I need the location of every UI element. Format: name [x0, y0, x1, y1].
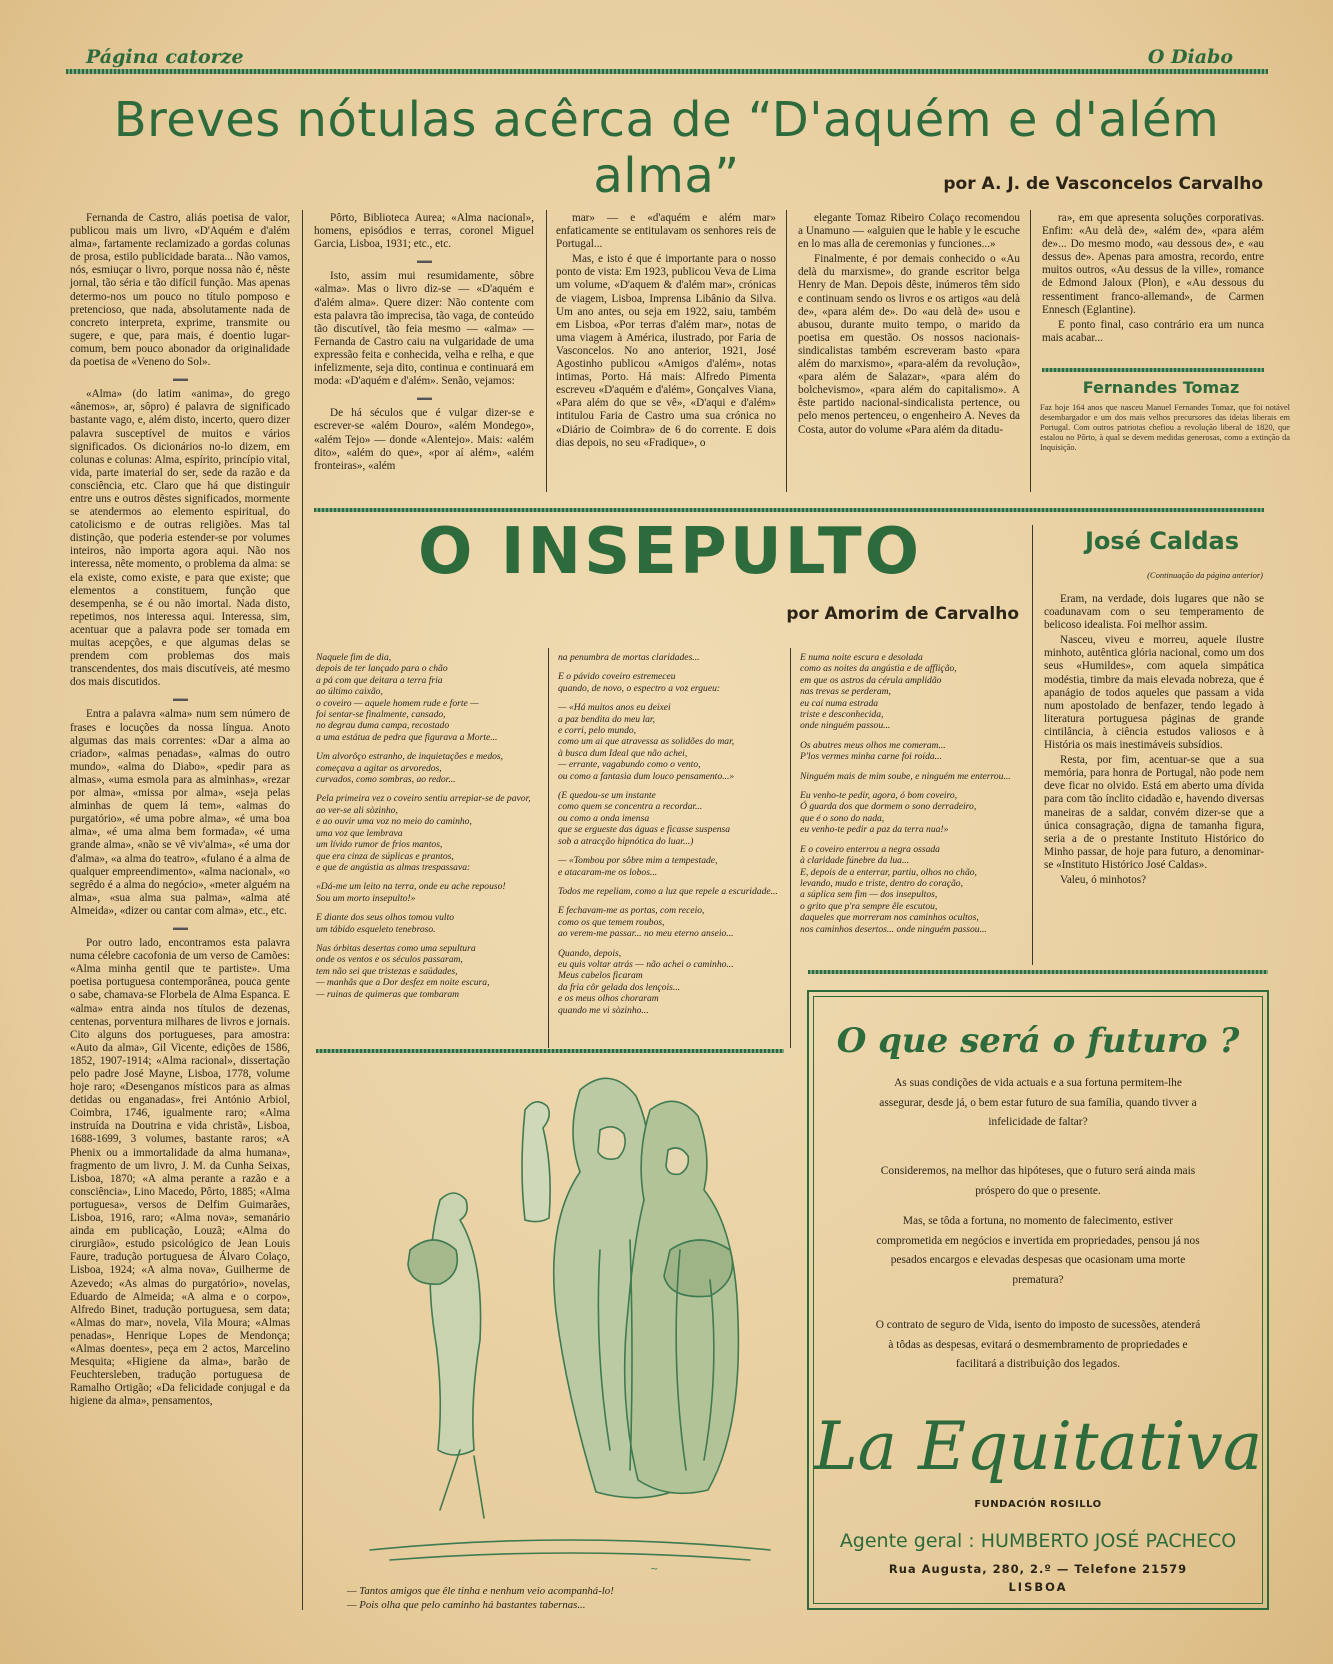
section-rule	[808, 970, 1268, 974]
paragraph: Nasceu, viveu e morreu, aquele ilustre minhoto, autêntica glória nacional, como um dos seus «Humildes», com aquela simpática modéstia, timbre da mais elevada nobreza, que é apanágio de todos aqueles que passam a vida num apostolado de benfazer, tendo legado à literatura portuguesa páginas de grande cintilância, à ciência estudos valiosos e à História os mais inestimáveis subsídios.	[1044, 634, 1264, 752]
stanza: E o coveiro enterrou a negra ossada à claridade fúnebre da lua... E, depois de a enterrar, partiu, olhos no chão, levando, mudo e triste, dentro do coração, a súplica sem fim — dos insepultos, o grito que p'ra sempre êle escutou, daqueles que morreram nos caminhos ocultos, nos caminhos desertos... onde ninguém passou...	[800, 843, 987, 935]
article-column-1	[70, 212, 290, 1410]
illustration-caption	[347, 1584, 614, 1612]
column-divider	[1030, 210, 1031, 492]
caldas-column	[1044, 593, 1264, 889]
stanza: Quando, depois, eu quis voltar atrás — não achei o caminho... Meus cabelos ficaram da fria côr gelada dos lençois... e os meus olhos choraram quando me vi sòzinho...	[558, 947, 734, 1016]
stanza: Eu venho-te pedir, agora, ó bom coveiro, Ó guarda dos que dormem o sono derradeiro, que é o sono do nada, eu venho-te pedir a paz da terra nua!»	[800, 790, 977, 836]
stanza: Um alvorôço estranho, de inquietações e medos, começava a agitar os arvoredos, curvados, como sombras, ao redor...	[316, 751, 504, 786]
column-divider	[302, 210, 303, 1610]
paragraph: Resta, por fim, acentuar-se que a sua memória, para honra de Portugal, não pode nem deve ficar no olvido. Está em aberto uma dívida para com tão ínclito cidadão e, havendo diversas maneiras de a saldar, convém dizer-se que a única consagração, digna de tamanha figura, seria a de o prestante Instituto Histórico do Minho passar, de hoje para futuro, a denominar-se «Instituto Histórico José Caldas».	[1044, 754, 1264, 871]
caption-line-2: — Pois olha que pelo caminho há bastantes tabernas...	[347, 1599, 586, 1611]
column-divider	[790, 648, 791, 1048]
stanza: E o pávido coveiro estremeceu quando, de novo, o espectro a voz ergueu:	[558, 671, 721, 694]
article-column-5	[1042, 212, 1264, 347]
ad-paragraph-2: Consideremos, na melhor das hipóteses, que o futuro será ainda mais próspero do que o presente.	[880, 1165, 1196, 1197]
ad-headline	[812, 1008, 1264, 1068]
stanza: — «Tombou por sôbre mim a tempestade, e atacaram-me os lobos...	[558, 855, 718, 878]
ad-city: LISBOA	[1008, 1580, 1068, 1594]
paragraph: Finalmente, é por demais conhecido o «Au delà du marxisme», do grande escritor belga Henry de Man. Depois dêste, inúmeros têm sido e continuam sendo os livros e os artigos «au delà de», «para além de». Do «au delà de» usou e abusou, durante muito tempo, o marido da poetisa em questão. Os nossos nacionais-sindicalistas também escreveram basto «para além do marxismo», «para-além da revolução», «para além de Salazar», «para além do bolchevismo», «para além do capitalismo». A êste partido nacional-sindicalista pertence, ou pelo menos pertenceu, o engenheiro A. Neves da Costa, autor do volume «Para além da ditadu-	[798, 253, 1020, 436]
svg-text:~: ~	[650, 1564, 659, 1575]
ad-agent-name: HUMBERTO JOSÉ PACHECO	[980, 1530, 1237, 1552]
ad-paragraph-3: Mas, se tôda a fortuna, no momento de falecimento, estiver comprometida em negócios e invertida em propriedades, pensou já nos pesados encargos e elevadas despesas que ocasionam uma morte prematura?	[876, 1215, 1200, 1286]
header-rule	[66, 69, 1268, 74]
stanza: E fechavam-me as portas, com receio, como os que temem roubos, ao verem-me passar... no meu eterno anseio...	[558, 905, 734, 940]
paragraph: E ponto final, caso contrário era um nunca mais acabar...	[1042, 318, 1264, 344]
illustration-mourners	[350, 1050, 780, 1580]
stanza: E numa noite escura e desolada como as noites da angústia e de afflição, em que os astros da cérula amplidão nas trevas se perderam, eu caí numa estrada triste e desconhecida, onde ninguém passou...	[800, 652, 957, 732]
ad-agent	[812, 1530, 1264, 1552]
paragraph: Pôrto, Biblioteca Aurea; «Alma nacional», homens, episódios e terras, coronel Miguel Garcia, Lisboa, 1931; etc., etc.	[314, 212, 534, 251]
article-column-4	[798, 212, 1020, 439]
caption-line-1: — Tantos amigos que êle tinha e nenhum veio acompanhá-lo!	[347, 1585, 614, 1597]
paragraph: elegante Tomaz Ribeiro Colaço recomendou a Unamuno — «alguien que le hable y le escuche en lo mas alla de ceremonias y funciones...»	[798, 212, 1020, 251]
poem-column-1	[316, 652, 546, 1008]
column-divider	[548, 648, 549, 1048]
paragraph-separator: ▬▬	[173, 922, 187, 932]
paragraph: Valeu, ó minhotos?	[1060, 873, 1147, 886]
stanza: Os abutres meus olhos me comeram... P'los vermes minha carne foi roída...	[800, 739, 946, 763]
ad-paragraph-4: O contrato de seguro de Vida, isento do imposto de sucessões, atenderá à tôdas as despesas, evitará o desmembramento de propriedades e facilitará a distribuição dos legados.	[875, 1319, 1201, 1370]
paragraph-separator: ▬▬	[417, 256, 431, 266]
paragraph: Entra a palavra «alma» num sem número de frases e locuções da nossa língua. Anoto algumas das mais correntes: «Dar a alma ao criador», «almas penadas», «almas do outro mundo», «alma do Diabo», «pedir para as almas», «uma esmola para as alminhas», «rezar por alma», «missa por alma», «seja pelas alminhas de quem lá tem», «almas do purgatório», «é uma pobre alma», «é uma boa alma», «é uma alma bem formada», «é uma grande alma», «não se vê viv'alma», «é uma dor d'alma», «a alma do teatro», «fulano é a alma de qualquer empreendimento», «alma nacional», «o segrêdo é a alma do negócio», «meter alguém na alma», «sua alma sua palma», «alma até Almeida», «dizer ou cantar com alma», etc., etc.	[70, 708, 290, 917]
article-title: Breves nótulas acêrca de “D'aquém e d'além alma”	[113, 92, 1220, 204]
stanza: Naquele fim de dia, depois de ter lançado para o chão a pá com que deitara a terra fria ao último caixão, o coveiro — aquele homem rude e forte — foi sentar-se finalmente, cansado, no degrau duma campa, recostado a uma estátua de pedra que figurava a Morte...	[316, 652, 498, 743]
ad-agent-label: Agente geral :	[839, 1530, 975, 1552]
paragraph-separator: ▬▬	[417, 393, 431, 403]
page-label: Página catorze	[86, 46, 244, 68]
stanza: Nas órbitas desertas como uma sepultura onde os ventos e os séculos passaram, tem não sei que tristezas e saüdades, — manhãs que a Dor desfez em noite escura, — ruinas de quimeras que tombaram	[316, 942, 490, 1000]
poem-byline: por Amorim de Carvalho	[786, 604, 1019, 624]
paragraph: Eram, na verdade, dois lugares que não se coadunavam com o seu temperamento de belicoso idealista. Foi melhor assim.	[1044, 593, 1264, 632]
paragraph: Isto, assim mui resumidamente, sôbre «alma». Mas o livro diz-se — «D'aquém e d'além alma». Quere dizer: Não contente com esta palavra tão imprecisa, tão vaga, de conteúdo tão discutível, tão feia mesmo — «alma» — Fernanda de Castro caiu na vulgaridade de uma expressão feita e conhecida, velha e relha, e que infelizmente, seja dito, continua e continuará em moda: «D'aquém e d'além». Senão, vejamos:	[314, 270, 534, 388]
fernandes-title: Fernandes Tomaz	[1082, 378, 1240, 397]
fernandes-note: Faz hoje 164 anos que nasceu Manuel Fernandes Tomaz, que foi notável desembargador e um dos mais velhos precursores das ideias liberais em Portugal. Com outros patriotas chefiou a revolução liberal de 1820, que estalou no Pôrto, à qual se devem medidas generosas, como a extinção da Inquisição.	[1040, 403, 1290, 452]
paragraph-separator: ▬▬	[173, 374, 187, 384]
paper-name: O Diabo	[1147, 46, 1233, 68]
ad-address: Rua Augusta, 280, 2.º — Telefone 21579	[888, 1562, 1188, 1576]
paragraph: De há séculos que é vulgar dizer-se e escrever-se «além Douro», «além Mondego», «além Tejo» — donde «Alentejo». Mais: «além dito», «além do que», «por aí além», «além fronteiras», «além	[314, 407, 534, 472]
stanza: E diante dos seus olhos tomou vulto um tábido esqueleto tenebroso.	[316, 912, 455, 935]
section-rule	[314, 508, 1264, 512]
section-rule	[1042, 368, 1264, 372]
poem-title: O INSEPULTO	[418, 515, 922, 589]
column-divider	[546, 210, 547, 492]
article-column-2	[314, 212, 534, 475]
poem-column-2	[558, 652, 788, 1024]
caldas-title: José Caldas	[1084, 527, 1240, 555]
ad-brand: La Equitativa	[813, 1408, 1263, 1485]
paragraph: Fernanda de Castro, aliás poetisa de valor, publicou mais um livro, «D'Aquém e d'além alma», fartamente reclamizado a gordas colunas de prosa, estilo publicidade barata... Não vamos, nós, esmiuçar o livro, porque nossa não é, nêste jornal, tão séria e tão difícil função. Mas apenas determo-nos um pouco no título pomposo e pretencioso, que nada, absolutamente nada de concreto interpreta, exprime, transmite ou sugere, e que, para mais, é doentio lugar-comum, bem pouco abonador da originalidade da poetisa de «Veneno do Sol».	[70, 212, 290, 369]
stanza: — «Há muitos anos eu deixei a paz bendita do meu lar, e corri, pelo mundo, como um ai que atravessa as solidões do mar, à busca dum Ideal que não achei, — errante, vagabundo como o vento, ou como a fantasia dum louco pensamento...»	[558, 702, 735, 782]
paragraph: «Alma» (do latim «anima», do grego «ânemos», ar, sôpro) é palavra de significado bastante vago, e, além disto, incerto, quero dizer palavra susceptível de muitos e vários significados. Os dicionários no-lo dizem, em colunas e colunas: Alma, espírito, princípio vital, vida, parte imaterial do ser, sede da razão e da consciência, etc. Claro que há que distinguir entre uns e outros dêstes significados, mormente se atendermos ao elemento espiritual, do catolicismo e de outras religiões. Mas tal distinção, que poderia estender-se por volumes inteiros, não importa agora aqui. Não nos interessa, nête momento, o problema da alma: se ela existe, como existe, e para que existe; que elementos a constituem, função que desempenha, se é ou não imortal. Nada disto, repetimos, nos interessa aqui. Interessa, sim, acentuar que a palavra pode ser tomada em muitas acepções, e que algumas delas se prendem com problemas dos mais transcendentes, dos mais discutíveis, até mesmo dos mais discutidos.	[70, 388, 290, 689]
column-divider	[786, 210, 787, 492]
stanza: «Dá-me um leito na terra, onde eu ache repouso! Sou um morto insepulto!»	[316, 881, 506, 904]
ad-paragraph-1: As suas condições de vida actuais e a sua fortuna permitem-lhe assegurar, desde já, o bem estar futuro de sua família, quando tivver a infelicidade de faltar?	[879, 1077, 1197, 1128]
stanza: na penumbra de mortas claridades...	[558, 652, 700, 663]
paragraph: ra», em que apresenta soluções corporativas. Enfim: «Au delà de», «além de», «para além de»... Do mesmo modo, «au dessous de», e «au dessus de». Apenas para amostra, recordo, entre muitos outros, «Au dessus de la ville», romance de Edmond Jaloux (Plon), e «Au dessous du ressentiment franco-allemand», de Carmen Ennesch (Eglantine).	[1042, 212, 1264, 316]
article-column-3	[556, 212, 776, 452]
poem-column-3	[800, 652, 1022, 943]
stanza: Todos me repeliam, como a luz que repele a escuridade...	[558, 885, 778, 897]
paragraph: mar» — e «d'aquém e além mar» enfaticamente se entitulavam os senhores reis de Portugal...	[556, 212, 776, 251]
column-divider	[1032, 525, 1033, 965]
stanza: Ninguém mais de mim soube, e ninguém me enterrou...	[800, 770, 1011, 782]
paragraph: Mas, e isto é que é importante para o nosso ponto de vista: Em 1923, publicou Veva de Lima um volume, «D'aquem & d'além mar», crónicas de viagem, Lisboa, Imprensa Libânio da Silva. Um ano antes, ou seja em 1922, saiu, também em Lisboa, «Por terras d'além mar», notas de uma viagem à América, ilustrado, por Faria de Vasconcelos. No ano anterior, 1921, José Agostinho publicou «Amigos d'além», notas intimas, Porto. Há mais: Alfredo Pimenta escreveu «D'aquém e d'além», Gonçalves Viana, «Para além do que se vê», «D'aqui e d'além» intitulou Faria de Castro uma sua crónica no «Diário de Coimbra» de 6 do corrente. E dois dias depois, no seu «Fradique», o	[556, 253, 776, 449]
ad-foundation: FUNDACIÓN ROSILLO	[974, 1499, 1102, 1510]
caldas-subtitle: (Continuação da página anterior)	[1147, 570, 1263, 580]
stanza: Pela primeira vez o coveiro sentiu arrepiar-se de pavor, ao ver-se ali sòzinho, e ao ouvir uma voz no meio do caminho, uma voz que lembrava um lívido rumor de frios mantos, que era cinza de súplicas e prantos, e que de angústia as almas trespassava:	[316, 793, 531, 873]
paragraph-separator: ▬▬	[173, 694, 187, 704]
article-byline: por A. J. de Vasconcelos Carvalho	[943, 174, 1263, 194]
paragraph: Por outro lado, encontramos esta palavra numa célebre cacofonia de um verso de Camões: «Alma minha gentil que te partiste». Uma poetisa portuguesa contemporânea, pouca gente o sabe, chamava-se Florbela de Alma Espanca. E «alma» entra ainda nos títulos de dezenas, centenas, porventura milhares de livros e jornais. Cito alguns dos portugueses, para amostra: «Auto da alma», Gil Vicente, edições de 1586, 1852, 1907-1914; «Alma racional», dissertação pelo padre José Mayne, Lisboa, 1778, volume hoje raro; «Desenganos místicos para as almas detidas ou enganadas», frei António Arbiol, Coimbra, 1746, igualmente raro; «Alma instruída na Doutrina e vida christã», Lisboa, 1688-1699, 3 volumes, bastante raros; «A Phenix ou a immortalidade da alma humana», fragmento de um livro, J. M. da Cunha Seixas, Lisboa, 1870; «A alma perante a razão e a consciência», Lino Macedo, Pôrto, 1885; «Alma portuguesa», versos de Delfim Guimarães, Lisboa, 1916, raro; «Alma nova», semanário ainda em publicação, Louzã; «Alma do cirurgião», estudo psicológico de Jean Louis Faure, tradução portuguesa de Álvaro Colaço, Lisboa, 1924; «A alma nova», Guilherme de Azevedo; «As almas do purgatório», novelas, Eduardo de Almeida; «A alma e o corpo», Alfredo Binet, tradução portuguesa, sem data; «Almas do mar», novela, Vila Moura; «Almas penadas», Henrique Lopes de Mendonça; «Almas doentes», peça em 2 actos, Marcelino Mesquita; «Higiene da alma», barão de Feuchtersleben, tradução portuguesa de Ramalho Ortigão; «Da felicidade conjugal e da higiene da alma», pensamentos,	[70, 937, 290, 1408]
stanza: (E quedou-se um instante como quem se concentra a recordar... ou como a onda imensa que se ergueste das águas e ficasse suspensa sob a atracção hipnótica do luar...)	[558, 790, 731, 847]
ad-headline-text: O que será o futuro ?	[836, 1021, 1240, 1061]
